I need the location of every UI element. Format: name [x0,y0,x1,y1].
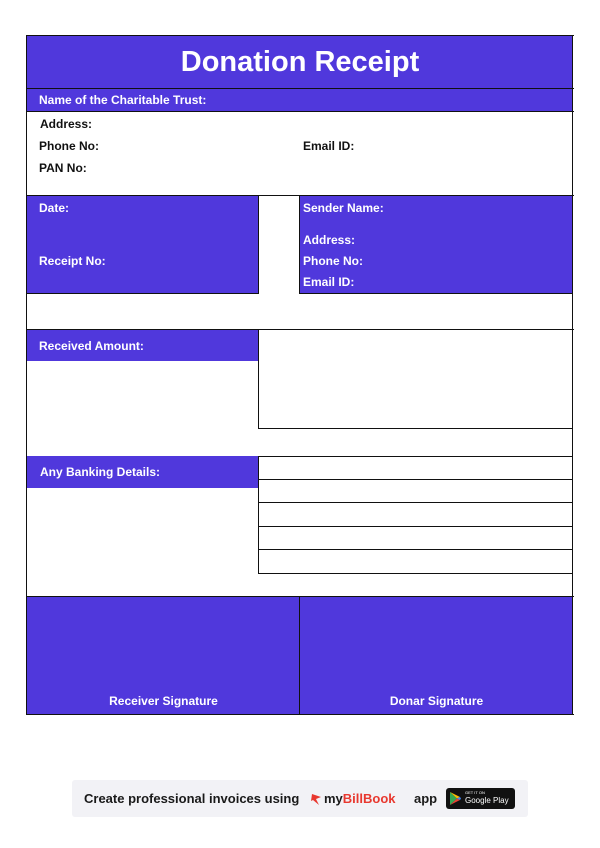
date-receipt-box [27,196,259,293]
amount-divider [258,329,259,429]
sender-box [299,196,573,293]
sender-box-left [299,195,300,294]
play-store-icon [450,792,461,805]
trust-email-label: Email ID: [303,139,355,153]
trust-name-label: Name of the Charitable Trust: [39,93,207,107]
promo-banner[interactable] [72,780,528,817]
sender-email-label: Email ID: [303,275,355,289]
bank-line-2 [258,479,573,480]
sender-box-bottom [299,293,573,294]
bank-divider [258,456,259,574]
receiver-signature-label: Receiver Signature [109,694,218,708]
brand-my: my [324,791,343,806]
donor-signature-box [300,597,573,714]
rule-trust-bar [26,111,574,112]
received-amount-header [27,330,258,361]
frame-left [26,35,27,715]
rule-trust-details [26,195,574,196]
bank-line-3 [258,502,573,503]
banking-details-header [27,456,258,488]
bank-line-1 [258,456,573,457]
bank-line-6 [258,573,573,574]
trust-name-bar [27,89,573,111]
bank-line-5 [258,549,573,550]
signature-divider [299,596,300,715]
badge-small-text: GET IT ON [465,790,485,795]
receipt-no-label: Receipt No: [39,254,106,268]
title-bar [27,36,573,89]
promo-suffix: app [414,791,438,806]
donor-signature-label: Donar Signature [389,694,484,708]
received-amount-label: Received Amount: [39,339,144,353]
sender-phone-label: Phone No: [303,254,363,268]
mybillbook-logo [310,791,396,806]
sender-name-label: Sender Name: [303,201,384,215]
amount-box-bottom [258,428,573,429]
banking-details-label: Any Banking Details: [40,465,161,479]
trust-phone-label: Phone No: [39,139,99,153]
receipt-title: Donation Receipt [180,46,420,78]
frame-top [26,35,574,36]
bank-line-4 [258,526,573,527]
brand-billbook: BillBook [342,791,396,806]
receiver-signature-box [27,597,300,714]
frame-right [572,35,573,715]
date-box-bottom [26,293,259,294]
flame-icon [310,792,322,806]
date-box-right [258,195,259,294]
promo-text: Create professional invoices using [84,791,300,806]
rule-title [26,88,574,89]
date-label: Date: [39,201,70,215]
sender-address-label: Address: [303,233,356,247]
badge-big-text: Google Play [465,796,509,805]
trust-address-label: Address: [40,117,93,131]
frame-bottom [26,714,574,715]
trust-pan-label: PAN No: [39,161,87,175]
rule-above-signatures [26,596,574,597]
rule-above-amount [26,329,574,330]
google-play-badge[interactable] [446,788,515,809]
